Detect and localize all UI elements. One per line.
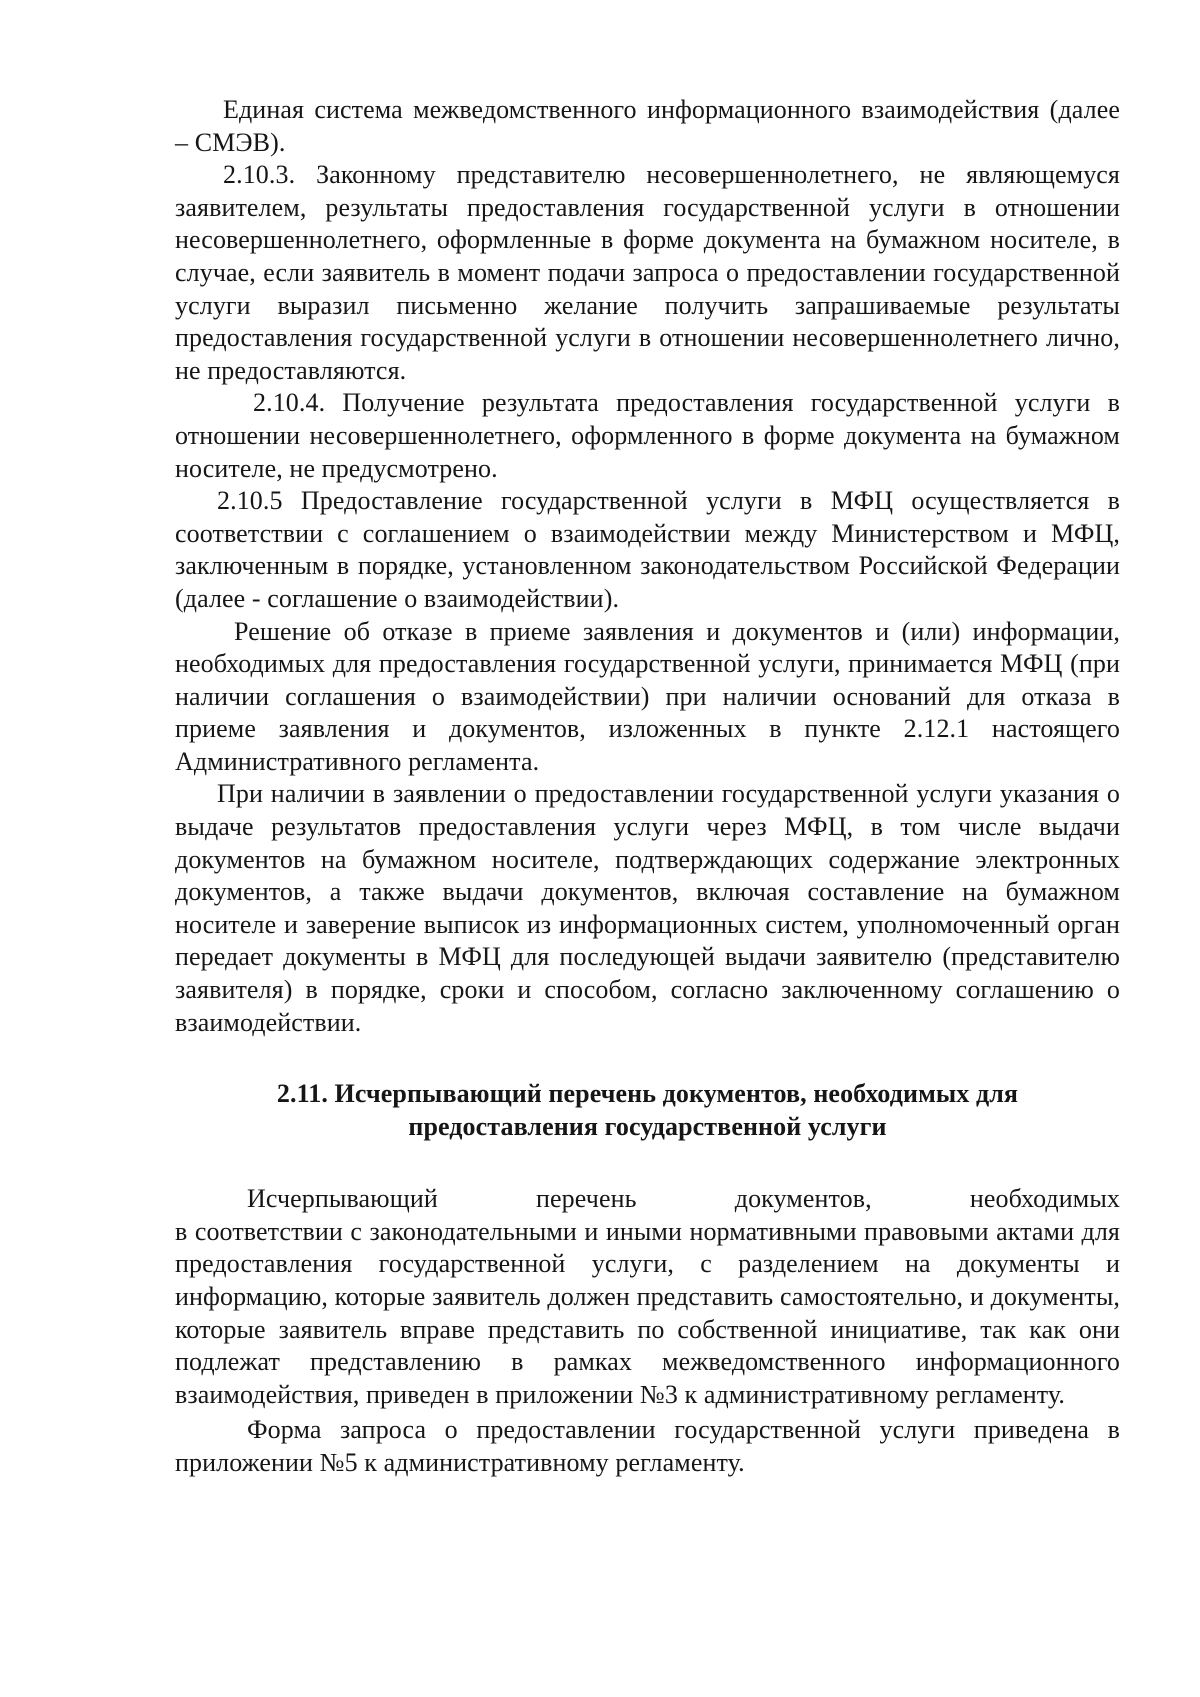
paragraph-exhaustive-list: в соответствии с законодательными и иными нормативными правовыми актами для предоставления государственной услуги, с разделением на документы и информацию, которые заявитель должен представить самостоятельно, и документы, которые заявитель вправе представить по собственной инициативе, так как они подлежат представлению в рамках межведомственного информационного взаимодействия, приведен в приложении №3 к административному регламенту. — [175, 1216, 1120, 1409]
section-heading-line-1: 2.11. Исчерпывающий перечень документов, необходимых для — [276, 1079, 1019, 1109]
paragraph-mfc-issuance: При наличии в заявлении о предоставлении государственной услуги указания о выдаче результатов предоставления услуги через МФЦ, в том числе выдачи документов на бумажном носителе, подтверждающих содержание электронных документов, а также выдачи документов, включая составление на бумажном носителе и заверение выписок из информационных систем, уполномоченный орган передает документы в МФЦ для последующей выдачи заявителю (представителю заявителя) в порядке, сроки и способом, согласно заключенному соглашению о взаимодействии. — [175, 779, 1120, 1037]
paragraph-smev: Единая система межведомственного информационного взаимодействия (далее – СМЭВ). — [175, 95, 1120, 157]
section-heading-line-2: предоставления государственной услуги — [408, 1112, 887, 1142]
section-heading-2-11 — [175, 1077, 1120, 1143]
paragraph-exhaustive-list-first-line: Исчерпывающий перечень документов, необходимых — [247, 1184, 1120, 1214]
paragraph-2-10-4: 2.10.4. Получение результата предоставления государственной услуги в отношении несовершеннолетнего, оформленного в форме документа на бумажном носителе, не предусмотрено. — [175, 388, 1120, 483]
paragraph-request-form: Форма запроса о предоставлении государственной услуги приведена в приложении №5 к административному регламенту. — [175, 1415, 1120, 1477]
paragraph-2-10-5: 2.10.5 Предоставление государственной услуги в МФЦ осуществляется в соответствии с соглашением о взаимодействии между Министерством и МФЦ, заключенным в порядке, установленном законодательством Российской Федерации (далее - соглашение о взаимодействии). — [175, 486, 1120, 613]
document-body — [175, 94, 1120, 1480]
paragraph-2-10-3: 2.10.3. Законному представителю несовершеннолетнего, не являющемуся заявителем, результаты предоставления государственной услуги в отношении несовершеннолетнего, оформленные в форме документа на бумажном носителе, в случае, если заявитель в момент подачи запроса о предоставлении государственной услуги выразил письменно желание получить запрашиваемые результаты предоставления государственной услуги в отношении несовершеннолетнего лично, не предоставляются. — [175, 160, 1120, 385]
paragraph-refusal-decision: Решение об отказе в приеме заявления и документов и (или) информации, необходимых для предоставления государственной услуги, принимается МФЦ (при наличии соглашения о взаимодействии) при наличии оснований для отказа в приеме заявления и документов, изложенных в пункте 2.12.1 настоящего Административного регламента. — [175, 616, 1120, 776]
